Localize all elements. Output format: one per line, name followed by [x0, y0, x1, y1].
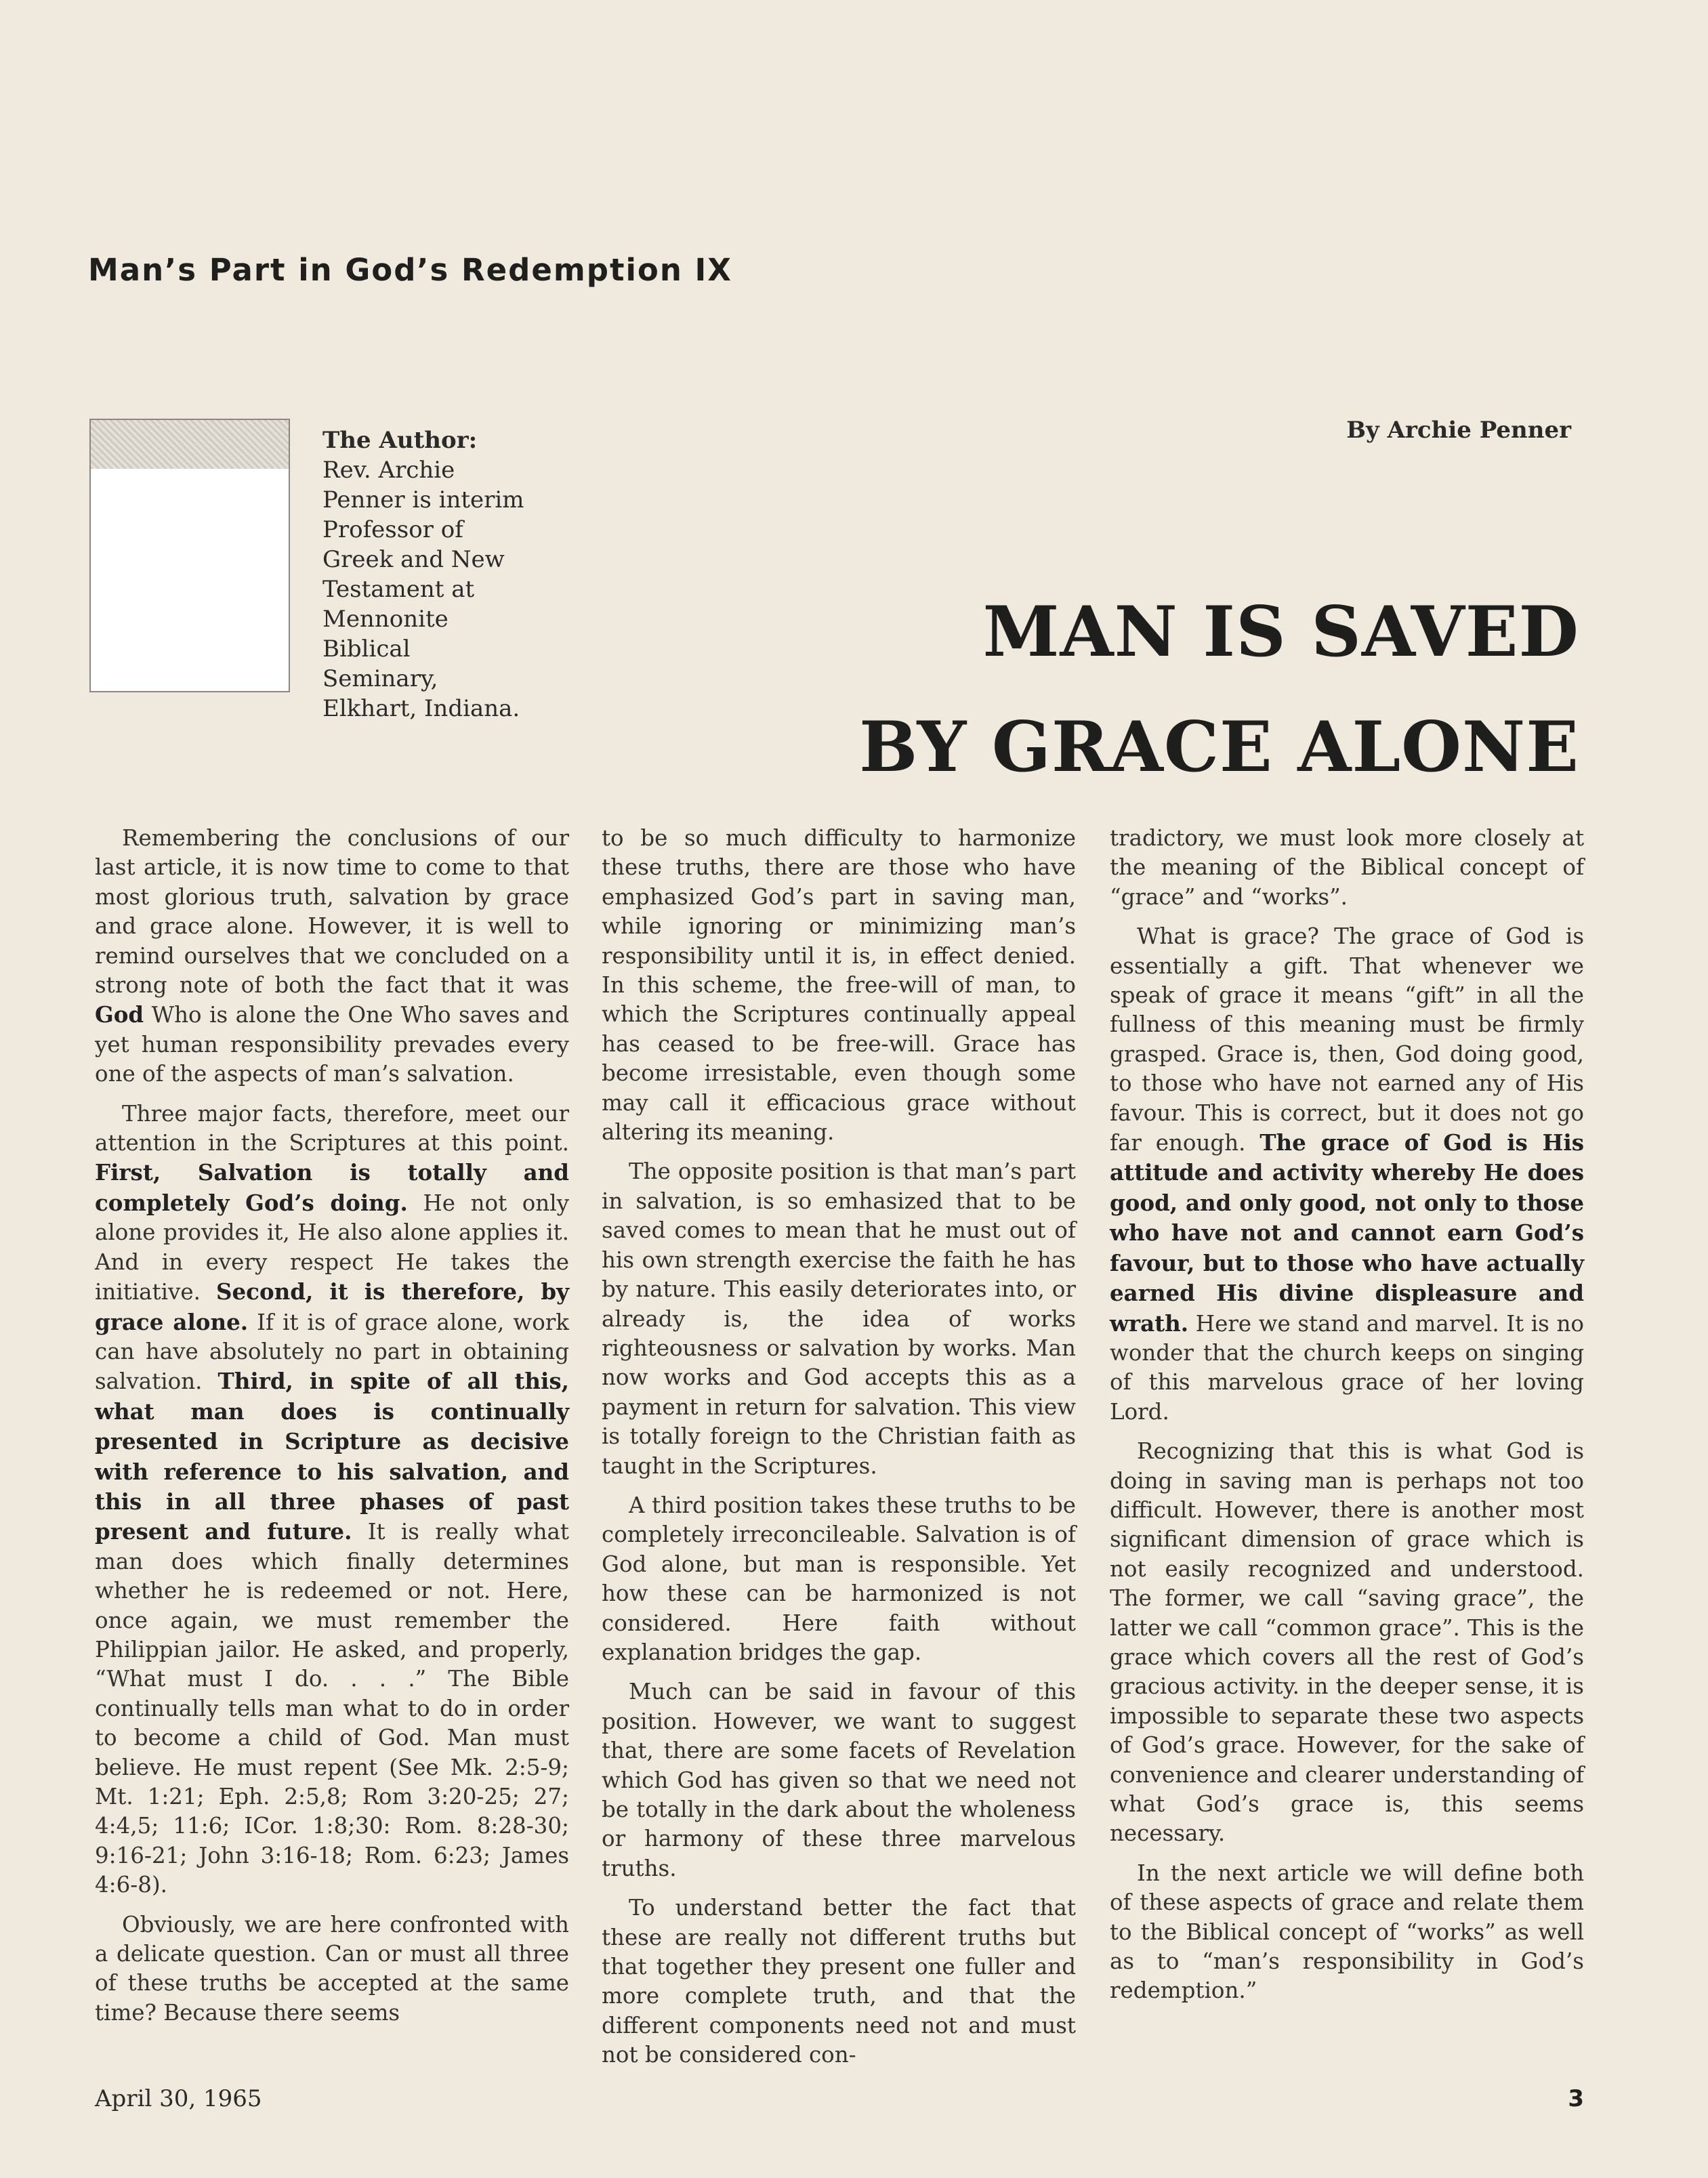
- author-photo-placeholder: [89, 419, 290, 692]
- author-note-label: The Author:: [322, 427, 478, 454]
- text-run: Remembering the conclusions of our last article, it is now time to come to that most glorious truth, salvation by grace and grace alone. However, it is well to remind ourselves that we concluded on a strong note of both the fact that it was: [95, 825, 569, 999]
- article-column-1: [95, 824, 569, 2038]
- bold-text: Third, in spite of all this, what man does is continually presented in Scripture as decisive with reference to his salvation, and this in all three phases of past present and future.: [95, 1368, 569, 1545]
- paragraph: To understand better the fact that these are really not different truths but that together they present one fuller and more complete truth, and that the different components need not and must not be considered con-: [602, 1895, 1076, 2068]
- headline-line-2: BY GRACE ALONE: [859, 707, 1579, 788]
- headline: [859, 574, 1579, 805]
- paragraph: tradictory, we must look more closely at the meaning of the Biblical concept of “grace” and “works”.: [1110, 825, 1584, 910]
- series-title: Man’s Part in God’s Redemption IX: [88, 252, 732, 288]
- bold-text: The grace of God is His attitude and activity whereby He does good, and only good, not only to those who have not and cannot earn God’s favour, but to those who have actually earned His divine displeasure and wrath.: [1110, 1129, 1584, 1337]
- paragraph: Recognizing that this is what God is doing in saving man is perhaps not too difficult. However, there is another most significant dimension of grace which is not easily recognized and understood. The former, we call “saving grace”, the latter we call “common grace”. This is the grace which covers all the rest of God’s gracious activity. in the deeper sense, it is impossible to separate these two aspects of God’s grace. However, for the sake of convenience and clearer understanding of what God’s grace is, this seems necessary.: [1110, 1438, 1584, 1847]
- article-column-2: [602, 824, 1076, 2080]
- paragraph: The opposite position is that man’s part in salvation, is so emhasized that to be saved comes to mean that he must out of his own strength exercise the faith he has by nature. This easily deteriorates into, or already is, the idea of works righteousness or salvation by works. Man now works and God accepts this as a payment in return for salvation. This view is totally foreign to the Christian faith as taught in the Scriptures.: [602, 1158, 1076, 1479]
- paragraph: [95, 1100, 569, 1900]
- byline: By Archie Penner: [1346, 417, 1571, 444]
- paragraph: In the next article we will define both of these aspects of grace and relate them to the Biblical concept of “works” as well as to “man’s responsibility in God’s redemption.”: [1110, 1860, 1584, 2004]
- bold-text: First, Salvation is totally and completely God’s doing.: [95, 1159, 569, 1216]
- article-column-3: [1110, 824, 1584, 2016]
- paragraph: to be so much difficulty to harmonize these truths, there are those who have emphasized God’s part in saving man, while ignoring or minimizing man’s responsibility until it is, in effect denied. In this scheme, the free-will of man, to which the Scriptures continually appeal has ceased to be free-will. Grace has become irresistable, even though some may call it efficacious grace without altering its meaning.: [602, 825, 1076, 1146]
- text-run: He not only alone provides it, He also alone applies it. And in every respect He takes the initiative.: [95, 1190, 569, 1305]
- text-run: What is grace? The grace of God is essentially a gift. That whenever we speak of grace it means “gift” in all the fullness of this meaning must be firmly grasped. Grace is, then, God doing good, to those who have not earned any of His favour. This is correct, but it does not go far enough.: [1110, 923, 1584, 1156]
- issue-date: April 30, 1965: [95, 2085, 262, 2112]
- paragraph: Much can be said in favour of this position. However, we want to suggest that, there are some facets of Revelation which God has given so that we need not be totally in the dark about the wholeness or harmony of these three marvelous truths.: [602, 1679, 1076, 1881]
- author-note-text: Rev. Archie Penner is interim Professor of Greek and New Testament at Mennonite Biblical Seminary, Elkhart, Indiana.: [322, 457, 524, 722]
- bold-text: God: [95, 1001, 144, 1028]
- paragraph: [95, 824, 569, 1089]
- text-run: Three major facts, therefore, meet our attention in the Scriptures at this point.: [95, 1100, 569, 1156]
- bold-text: Second, it is therefore, by grace alone.: [95, 1278, 569, 1335]
- photo-shading: [91, 420, 289, 469]
- paragraph: Obviously, we are here confronted with a delicate question. Can or must all three of these truths be accepted at the same time? Because there seems: [95, 1911, 569, 2026]
- page-number: 3: [1568, 2085, 1584, 2112]
- author-note: [322, 425, 533, 724]
- paragraph: [1110, 922, 1584, 1427]
- headline-line-1: MAN IS SAVED: [982, 591, 1579, 673]
- text-run: Here we stand and marvel. It is no wonder that the church keeps on singing of this marvelous grace of her loving Lord.: [1110, 1310, 1584, 1425]
- text-run: Who is alone the One Who saves and yet human responsibility prevades every one of the aspects of man’s salvation.: [95, 1002, 569, 1087]
- text-run: If it is of grace alone, work can have absolutely no part in obtaining salvation.: [95, 1309, 569, 1395]
- paragraph: A third position takes these truths to be completely irreconcileable. Salvation is of God alone, but man is responsible. Yet how these can be harmonized is not considered. Here faith without explanation bridges the gap.: [602, 1492, 1076, 1665]
- text-run: It is really what man does which finally determines whether he is redeemed or not. Here, once again, we must remember the Philippian jailor. He asked, and properly, “What must I do. . . .” The Bible continually tells man what to do in order to become a child of God. Man must believe. He must repent (See Mk. 2:5-9; Mt. 1:21; Eph. 2:5,8; Rom 3:20-25; 27; 4:4,5; 11:6; ICor. 1:8;30: Rom. 8:28-30; 9:16-21; John 3:16-18; Rom. 6:23; James 4:6-8).: [95, 1519, 569, 1898]
